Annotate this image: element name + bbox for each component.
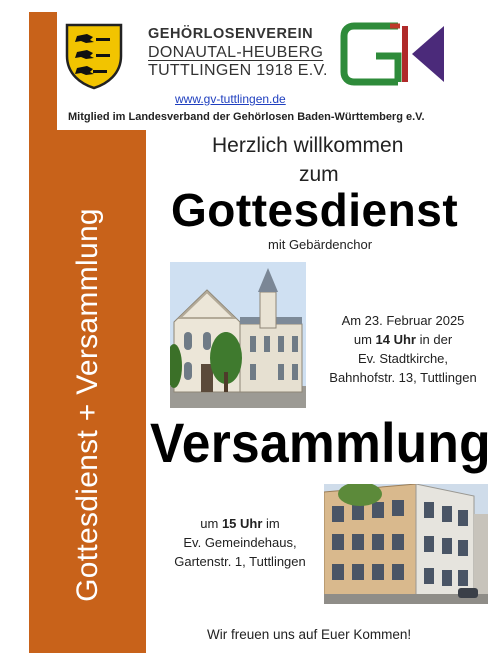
meeting-address: Gartenstr. 1, Tuttlingen bbox=[174, 554, 306, 569]
service-time: 14 Uhr bbox=[375, 332, 416, 347]
meeting-time-prefix: um bbox=[200, 516, 219, 531]
club-name-line3: TUTTLINGEN 1918 E.V. bbox=[148, 62, 328, 79]
meeting-time-line bbox=[160, 514, 320, 533]
closing-text: Wir freuen uns auf Euer Kommen! bbox=[207, 627, 412, 642]
gk-logo-icon bbox=[340, 20, 452, 88]
service-title: Gottesdienst bbox=[171, 184, 459, 236]
membership-note: Mitglied im Landesverband der Gehörlosen Baden-Württemberg e.V. bbox=[68, 111, 425, 123]
service-address: Bahnhofstr. 13, Tuttlingen bbox=[329, 370, 477, 385]
service-date: Am 23. Februar 2025 bbox=[341, 313, 465, 328]
website-link[interactable]: www.gv-tuttlingen.de bbox=[175, 92, 286, 106]
club-name-line2: DONAUTAL-HEUBERG bbox=[148, 44, 324, 61]
welcome-zum: zum bbox=[299, 163, 339, 186]
service-subtitle: mit Gebärdenchor bbox=[268, 237, 373, 252]
service-details bbox=[317, 311, 489, 387]
meeting-time: 15 Uhr bbox=[221, 516, 263, 531]
meeting-time-suffix: im bbox=[266, 516, 280, 531]
service-venue: Ev. Stadtkirche, bbox=[357, 351, 449, 366]
service-time-prefix: um bbox=[353, 332, 372, 347]
service-time-suffix: in der bbox=[419, 332, 453, 347]
meeting-venue: Ev. Gemeindehaus, bbox=[183, 535, 297, 550]
meeting-title: Versammlung bbox=[150, 411, 491, 474]
service-time-line bbox=[317, 330, 489, 349]
church-photo bbox=[170, 262, 306, 408]
welcome-text: Herzlich willkommen bbox=[212, 134, 404, 157]
club-name-line1: GEHÖRLOSENVEREIN bbox=[148, 26, 314, 42]
sidebar-title: Gottesdienst + Versammlung bbox=[71, 208, 104, 602]
coat-of-arms-icon bbox=[63, 22, 125, 90]
meeting-details bbox=[160, 514, 320, 571]
parish-hall-photo bbox=[324, 484, 488, 604]
